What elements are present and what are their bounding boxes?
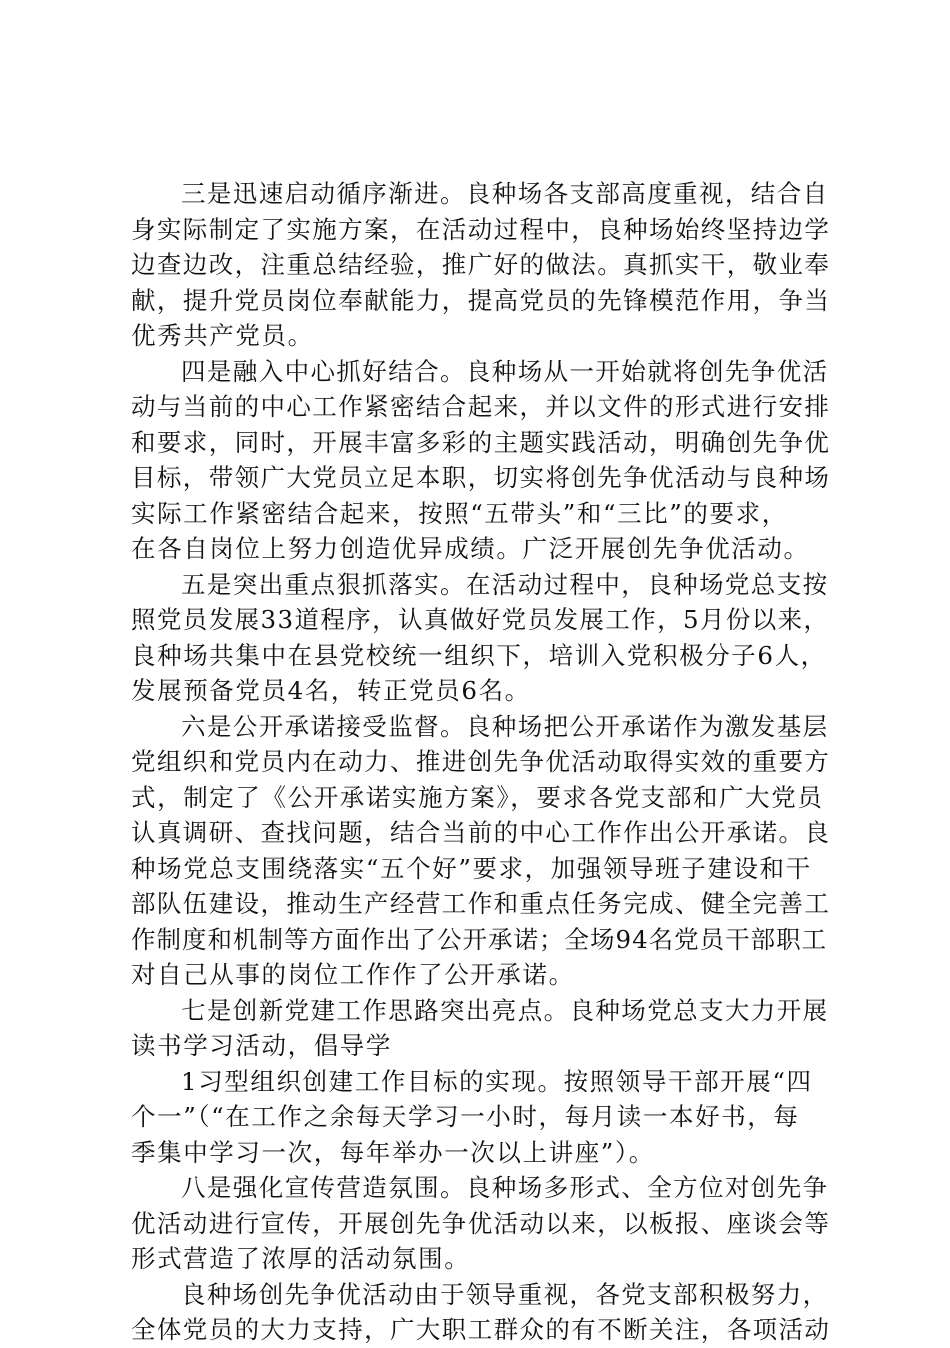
text-line: 照党员发展33道程序，认真做好党员发展工作，5月份以来， [131,605,830,634]
text-line: 种场党总支围绕落实“五个好”要求，加强领导班子建设和干 [131,853,812,883]
text-line: 和要求，同时，开展丰富多彩的主题实践活动，明确创先争优 [131,427,831,457]
text-line: 献，提升党员岗位奉献能力，提高党员的先锋模范作用，争当 [131,285,831,315]
text-line: 1习型组织创建工作目标的实现。按照领导干部开展“四 [181,1066,813,1096]
text-line: 边查边改，注重总结经验，推广好的做法。真抓实干，敬业奉 [131,250,831,279]
text-line: 八是强化宣传营造氛围。良种场多形式、全方位对创先争 [181,1173,829,1202]
text-line: 在各自岗位上努力创造优异成绩。广泛开展创先争优活动。 [131,534,810,563]
text-line: 个一”（“在工作之余每天学习一小时，每月读一本好书，每 [131,1102,800,1131]
text-line: 五是突出重点狠抓落实。在活动过程中，良种场党总支按 [181,569,829,599]
text-line: 党组织和党员内在动力、推进创先争优活动取得实效的重要方 [131,747,831,776]
text-line: 目标，带领广大党员立足本职，切实将创先争优活动与良种场 [131,463,831,492]
text-line: 季集中学习一次，每年举办一次以上讲座”）。 [131,1137,655,1167]
text-line: 六是公开承诺接受监督。良种场把公开承诺作为激发基层 [181,711,829,741]
text-line: 式，制定了《公开承诺实施方案》，要求各党支部和广大党员 [131,782,824,812]
text-line: 优秀共产党员。 [131,321,314,350]
text-line: 形式营造了浓厚的活动氛围。 [131,1244,471,1273]
text-line: 动与当前的中心工作紧密结合起来，并以文件的形式进行安排 [131,392,831,421]
text-line: 全体党员的大力支持，广大职工群众的有不断关注，各项活动 [131,1315,831,1344]
text-line: 实际工作紧密结合起来，按照“五带头”和“三比”的要求， [131,498,788,528]
text-line: 良种场共集中在县党校统一组织下，培训入党积极分子6人， [131,640,827,670]
text-line: 身实际制定了实施方案，在活动过程中，良种场始终坚持边学 [131,214,831,244]
text-line: 三是迅速启动循序渐进。良种场各支部高度重视，结合自 [181,179,829,208]
text-line: 发展预备党员4名，转正党员6名。 [131,676,531,705]
document-body [131,176,831,1348]
text-line: 读书学习活动，倡导学 [131,1031,392,1060]
text-line: 七是创新党建工作思路突出亮点。良种场党总支大力开展 [181,995,829,1025]
text-line: 良种场创先争优活动由于领导重视，各党支部积极努力， [181,1279,829,1309]
text-line: 优活动进行宣传，开展创先争优活动以来，以板报、座谈会等 [131,1208,831,1238]
text-line: 部队伍建设，推动生产经营工作和重点任务完成、健全完善工 [131,889,831,918]
text-line: 四是融入中心抓好结合。良种场从一开始就将创先争优活 [181,356,829,386]
text-line: 对自己从事的岗位工作作了公开承诺。 [131,960,575,989]
text-line: 认真调研、查找问题，结合当前的中心工作作出公开承诺。良 [131,818,831,847]
text-line: 作制度和机制等方面作出了公开承诺；全场94名党员干部职工 [131,924,828,954]
